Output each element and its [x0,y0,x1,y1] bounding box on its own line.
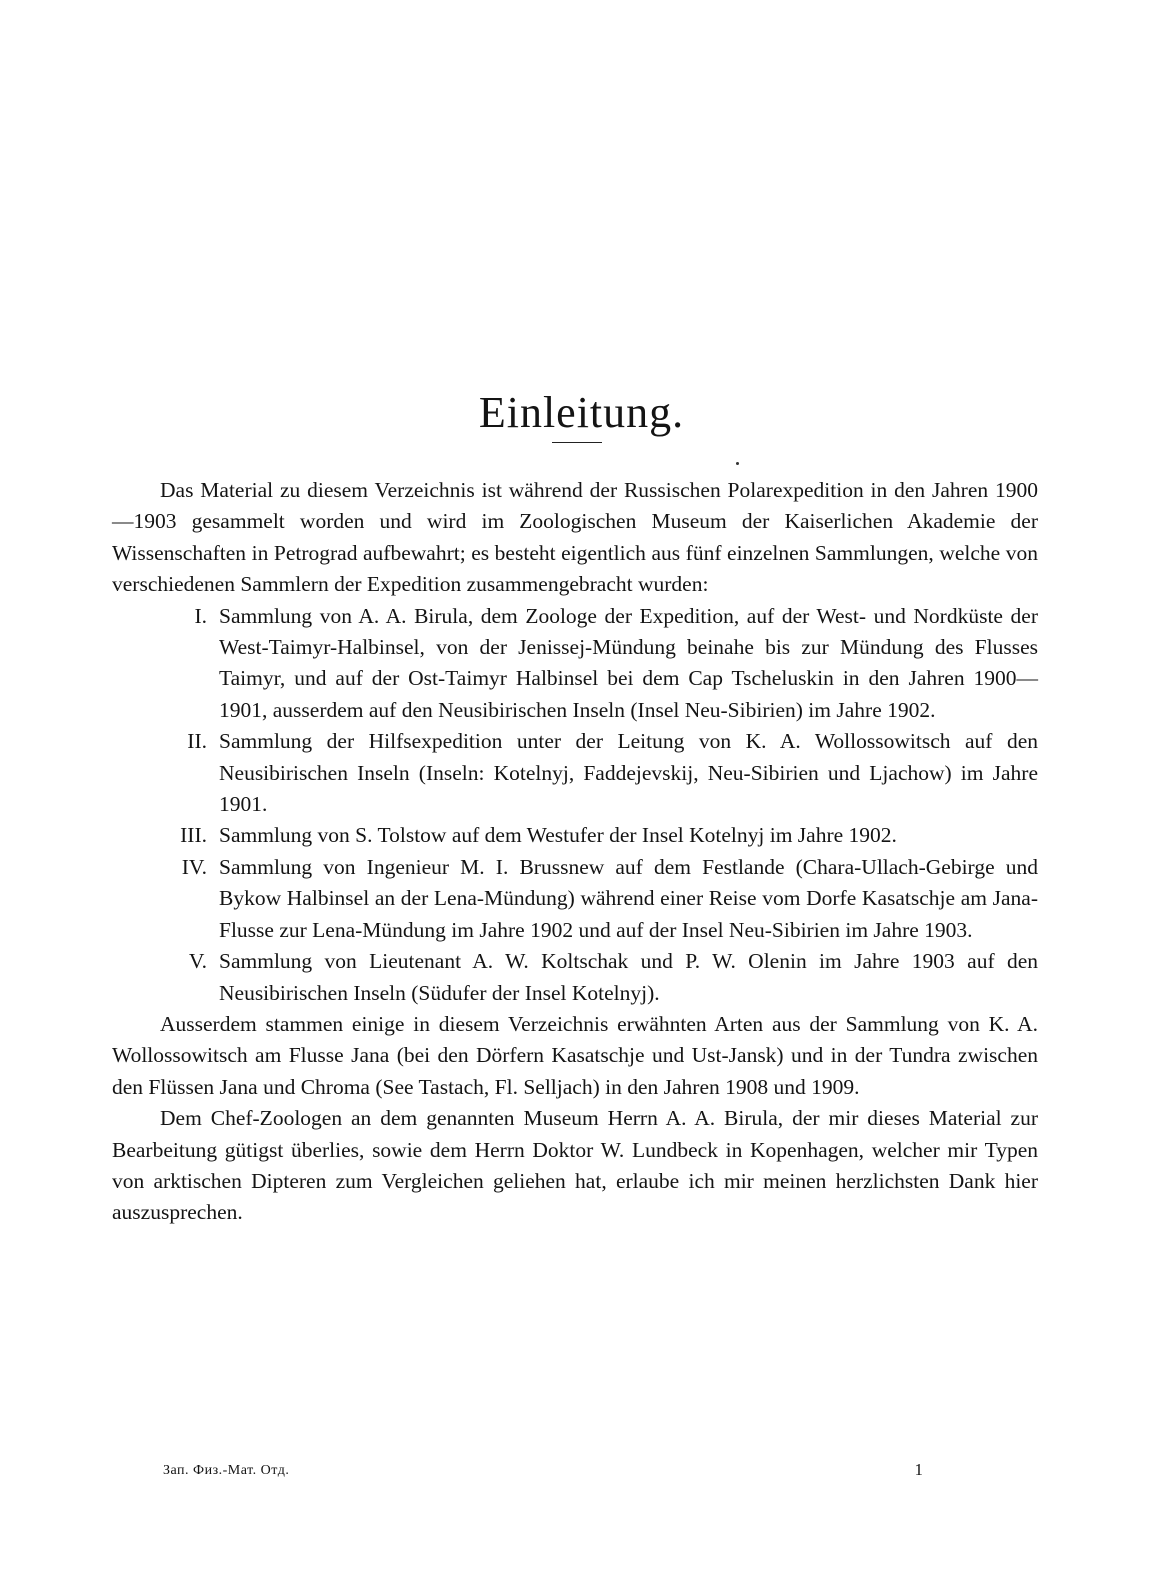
list-item-number: IV. [181,854,207,879]
list-item-text: Sammlung der Hilfsexpedition unter der Leitung von K. A. Wollossowitsch auf den Neusibirischen Inseln (Inseln: Kotelnyj, Faddejevskij, Neu-Sibirien und Ljachow) im Jahre 1901. [219,729,1038,817]
page-title: Einleitung. [478,388,685,438]
intro-paragraph: Das Material zu diesem Verzeichnis ist während der Russischen Polarexpedition in den Jahren 1900—1903 gesammelt worden und wird im Zoologischen Museum der Kaiserlichen Akademie der Wissenschaften in Petrograd aufbewahrt; es besteht eigentlich aus fünf einzelnen Sammlungen, welche von verschiedenen Sammlern der Expedition zusammengebracht wurden: [112,478,1038,597]
thanks-paragraph: Dem Chef-Zoologen an dem genannten Museum Herrn A. A. Birula, der mir dieses Material zur Bearbeitung gütigst überlies, sowie dem Herrn Doktor W. Lundbeck in Kopenhagen, welcher mir Typen von arktischen Dipteren zum Vergleichen geliehen hat, erlaube ich mir meinen herzlichsten Dank hier auszusprechen. [112,1106,1038,1225]
collections-list [112,601,1038,1009]
list-item [112,852,1038,946]
list-item-text: Sammlung von Ingenieur M. I. Brussnew auf dem Festlande (Chara-Ullach-Gebirge und Bykow Halbinsel an der Lena-Mündung) während einer Reise vom Dorfe Kasatschje am Jana-Flusse zur Lena-Mündung im Jahre 1902 und auf der Insel Neu-Sibirien im Jahre 1903. [219,854,1038,942]
title-divider [552,442,602,443]
document-body [112,475,1038,1229]
footer-signature: Зап. Физ.-Мат. Отд. [163,1463,290,1478]
page-number: 1 [914,1460,923,1479]
additional-paragraph: Ausserdem stammen einige in diesem Verzeichnis erwähnten Arten aus der Sammlung von K. A. Wollossowitsch am Flusse Jana (bei den Dörfern Kasatschje und Ust-Jansk) und in der Tundra zwischen den Flüssen Jana und Chroma (See Tastach, Fl. Selljach) in den Jahren 1908 und 1909. [112,1011,1038,1099]
list-item [112,726,1038,820]
list-item-number: III. [180,823,207,848]
list-item [112,946,1038,1009]
list-item [112,820,1038,851]
list-item-text: Sammlung von A. A. Birula, dem Zoologe der Expedition, auf der West- und Nordküste der West-Taimyr-Halbinsel, von der Jenissej-Mündung beinahe bis zur Mündung des Flusses Taimyr, und auf der Ost-Taimyr Halbinsel bei dem Cap Tscheluskin in den Jahren 1900—1901, ausserdem auf den Neusibirischen Inseln (Insel Neu-Sibirien) im Jahre 1902. [219,603,1038,722]
list-item-number: I. [194,603,207,628]
list-item-text: Sammlung von S. Tolstow auf dem Westufer der Insel Kotelnyj im Jahre 1902. [219,823,897,848]
printing-speck [736,462,739,465]
list-item [112,601,1038,727]
list-item-number: II. [187,729,207,754]
list-item-number: V. [188,949,207,974]
list-item-text: Sammlung von Lieutenant A. W. Koltschak und P. W. Olenin im Jahre 1903 auf den Neusibirischen Inseln (Südufer der Insel Kotelnyj). [219,949,1038,1005]
